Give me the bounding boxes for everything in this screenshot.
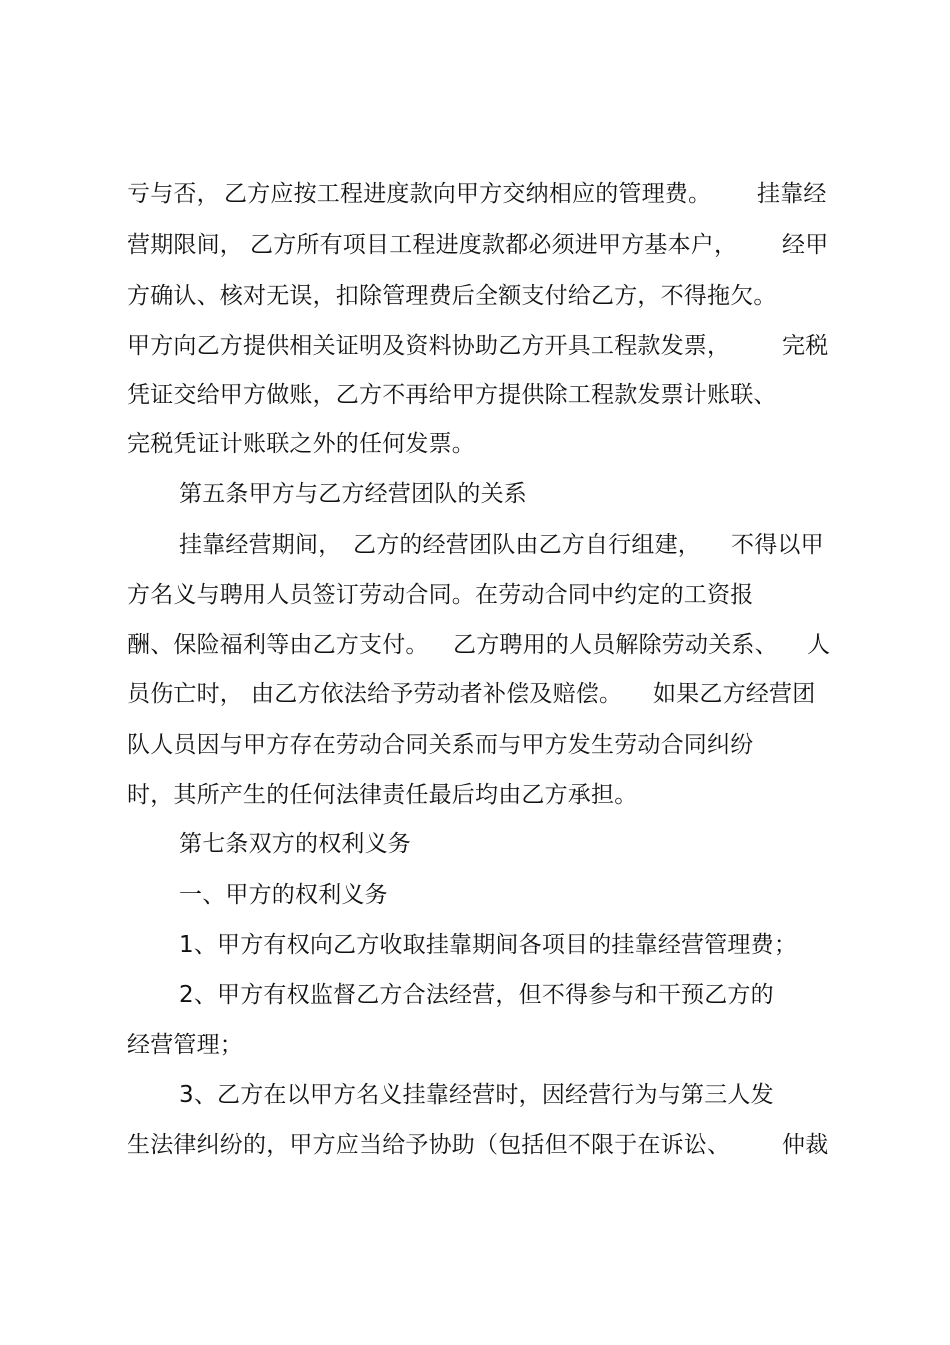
text-segment: 甲方向乙方提供相关证明及资料协助乙方开具工程款发票， <box>127 333 731 359</box>
text-segment: 经营管理； <box>127 1032 243 1058</box>
text-segment: 仲裁 <box>782 1132 829 1158</box>
text-segment: 方确认、核对无误，扣除管理费后全额支付给乙方，不得拖欠。 <box>127 283 777 309</box>
text-segment: 2、甲方有权监督乙方合法经营，但不得参与和干预乙方的 <box>179 982 774 1008</box>
text-segment: 第七条双方的权利义务 <box>179 831 411 857</box>
text-segment: 完税 <box>782 333 829 359</box>
text-segment: 1、甲方有权向乙方收取挂靠期间各项目的挂靠经营管理费； <box>179 932 798 958</box>
text-segment: 队人员因与甲方存在劳动合同关系而与甲方发生劳动合同纠纷 <box>127 732 754 758</box>
text-segment: 酬、保险福利等由乙方支付。 <box>127 632 429 658</box>
text-segment: 亏与否， <box>127 181 220 207</box>
text-segment: 不得以甲 <box>731 532 824 558</box>
text-segment: 生法律纠纷的，甲方应当给予协助（包括但不限于在诉讼、 <box>127 1132 731 1158</box>
text-segment: 乙方聘用的人员解除劳动关系、 <box>453 632 778 658</box>
text-segment: 凭证交给甲方做账，乙方不再给甲方提供除工程款发票计账联、 <box>127 382 777 408</box>
text-segment: 营期限间， <box>127 232 243 258</box>
text-segment: 经甲 <box>782 232 829 258</box>
text-segment: 乙方的经营团队由乙方自行组建， <box>353 532 701 558</box>
text-segment: 一、甲方的权利义务 <box>179 882 388 908</box>
text-segment: 如果乙方经营团 <box>653 681 816 707</box>
text-segment: 挂靠经 <box>757 181 827 207</box>
text-segment: 挂靠经营期间， <box>179 532 342 558</box>
text-segment: 员伤亡时， <box>127 681 243 707</box>
text-segment: 时，其所产生的任何法律责任最后均由乙方承担。 <box>127 782 638 808</box>
text-segment: 乙方应按工程进度款向甲方交纳相应的管理费。 <box>224 181 712 207</box>
text-segment: 由乙方依法给予劳动者补偿及赔偿。 <box>251 681 623 707</box>
text-segment: 方名义与聘用人员签订劳动合同。在劳动合同中约定的工资报 <box>127 582 754 608</box>
text-segment: 人 <box>807 632 831 658</box>
text-segment: 第五条甲方与乙方经营团队的关系 <box>179 481 527 507</box>
text-segment: 3、乙方在以甲方名义挂靠经营时，因经营行为与第三人发 <box>179 1082 774 1108</box>
text-segment: 乙方所有项目工程进度款都必须进甲方基本户， <box>250 232 738 258</box>
text-segment: 完税凭证计账联之外的任何发票。 <box>127 431 475 457</box>
